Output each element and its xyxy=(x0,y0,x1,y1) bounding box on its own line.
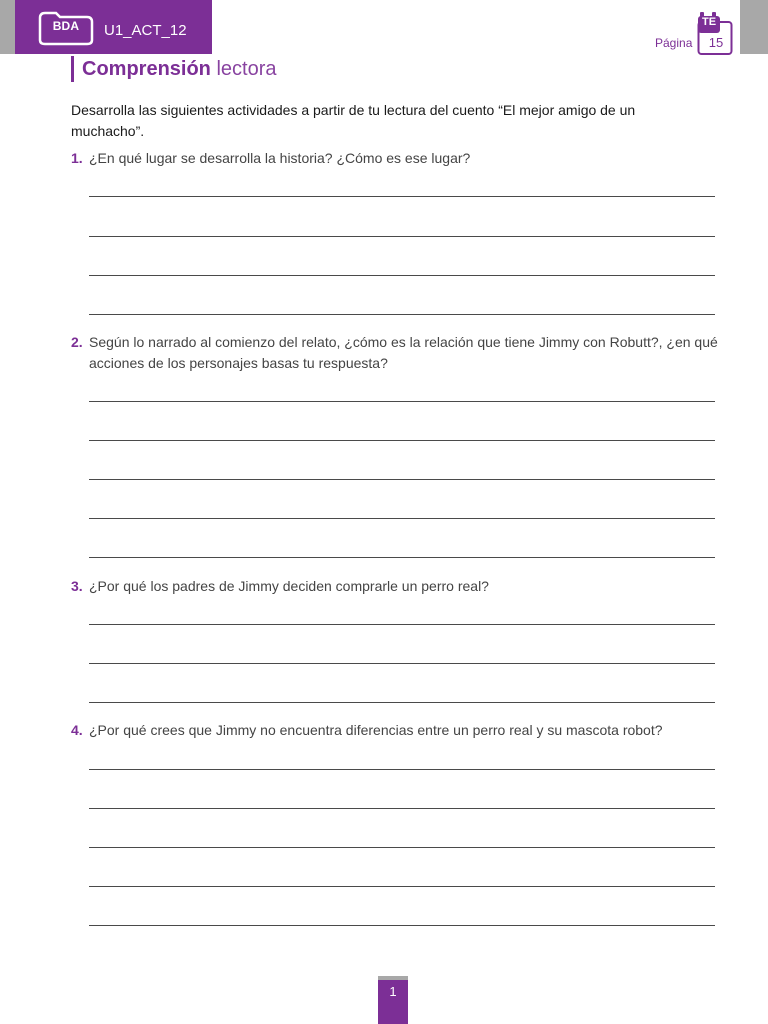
bda-label: BDA xyxy=(52,19,80,33)
answer-line[interactable] xyxy=(89,236,715,237)
answer-line[interactable] xyxy=(89,401,715,402)
activity-code: U1_ACT_12 xyxy=(104,22,187,39)
page-number: 15 xyxy=(708,35,724,50)
question-number: 1. xyxy=(71,150,83,166)
answer-line[interactable] xyxy=(89,440,715,441)
answer-line[interactable] xyxy=(89,518,715,519)
answer-line[interactable] xyxy=(89,663,715,664)
title-bold: Comprensión xyxy=(82,58,211,80)
instructions: Desarrolla las siguientes actividades a partir de tu lectura del cuento “El mejor amigo de un muchacho”. xyxy=(71,102,636,139)
footer-page-tab xyxy=(378,976,408,1024)
bda-folder-icon xyxy=(38,10,94,46)
answer-line[interactable] xyxy=(89,769,715,770)
question-2 xyxy=(71,332,731,374)
footer-page-number: 1 xyxy=(389,984,397,999)
title-accent-bar xyxy=(71,56,74,82)
question-text: Según lo narrado al comienzo del relato, ¿cómo es la relación que tiene Jimmy con Robutt?, ¿en qué acciones de los personajes basas tu respuesta? xyxy=(89,334,718,371)
title-light: lectora xyxy=(216,58,277,80)
answer-line[interactable] xyxy=(89,702,715,703)
answer-line[interactable] xyxy=(89,886,715,887)
header-gray-bar-left xyxy=(0,0,15,54)
answer-line[interactable] xyxy=(89,847,715,848)
question-text: ¿Por qué los padres de Jimmy deciden comprarle un perro real? xyxy=(89,578,489,594)
question-3 xyxy=(71,576,731,597)
answer-line[interactable] xyxy=(89,925,715,926)
question-number: 4. xyxy=(71,722,83,738)
answer-line[interactable] xyxy=(89,479,715,480)
answer-line[interactable] xyxy=(89,275,715,276)
section-title xyxy=(82,58,277,81)
question-number: 3. xyxy=(71,578,83,594)
page-label: Página xyxy=(655,36,693,50)
question-1 xyxy=(71,148,731,169)
answer-line[interactable] xyxy=(89,314,715,315)
te-page-badge xyxy=(697,12,735,56)
header-gray-bar-right xyxy=(740,0,768,54)
header-tab xyxy=(15,0,212,54)
question-text: ¿En qué lugar se desarrolla la historia? ¿Cómo es ese lugar? xyxy=(89,150,471,166)
question-4 xyxy=(71,720,731,741)
answer-line[interactable] xyxy=(89,624,715,625)
answer-line[interactable] xyxy=(89,196,715,197)
answer-line[interactable] xyxy=(89,557,715,558)
answer-line[interactable] xyxy=(89,808,715,809)
te-label: TE xyxy=(701,16,717,28)
question-text: ¿Por qué crees que Jimmy no encuentra diferencias entre un perro real y su mascota robot? xyxy=(89,722,663,738)
question-number: 2. xyxy=(71,334,83,350)
